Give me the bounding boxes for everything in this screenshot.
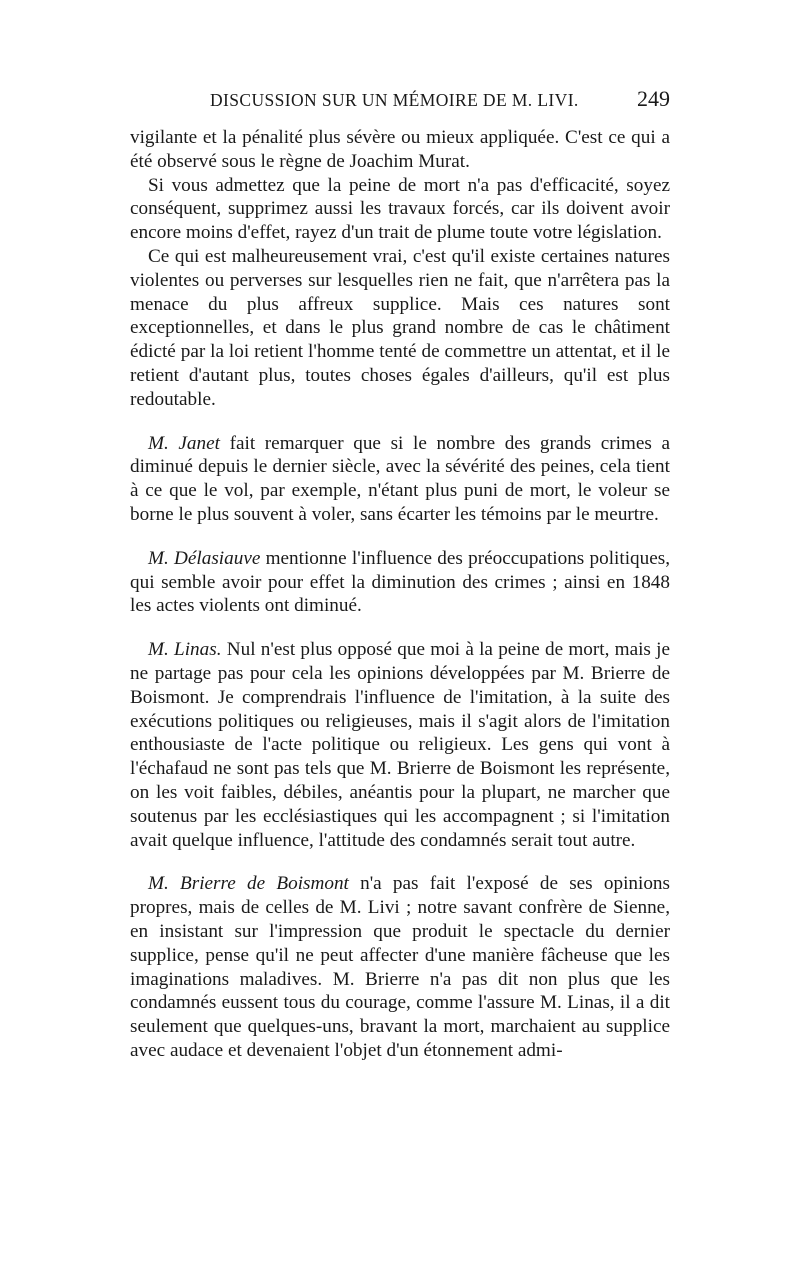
paragraph-text: Si vous admettez que la peine de mort n'a pas d'efficacité, soyez conséquent, supprimez aussi les travaux forcés, car ils doivent avoir encore moins d'effet, rayez d'un trait de plume toute votre législation. [130,174,670,244]
paragraph-natures-violentes [130,245,670,412]
speaker-name: M. Délasiauve [148,547,261,569]
paragraph-peine-de-mort [130,174,670,245]
paragraph-text: vigilante et la pénalité plus sévère ou mieux appliquée. C'est ce qui a été observé sous le règne de Joachim Murat. [130,127,670,172]
paragraph-text: mentionne l'influence des préoccupations politiques, qui semble avoir pour effet la diminution des crimes ; ainsi en 1848 les actes violents ont diminué. [130,547,670,617]
paragraph-linas [130,638,670,852]
paragraph-janet [130,432,670,527]
paragraph-text: Nul n'est plus opposé que moi à la peine de mort, mais je ne partage pas pour cela les opinions développées par M. Brierre de Boismont. Je comprendrais l'influence de l'imitation, à la suite des exécutions politiques ou religieuses, mais il s'agit alors de l'imitation enthousiaste de l'acte politique ou religieux. Les gens qui vont à l'échafaud ne sont pas tels que M. Brierre de Boismont les représente, on les voit faibles, débiles, anéantis pour la plupart, ne marcher que soutenus par les ecclésiastiques qui les accompagnent ; si l'imitation avait quelque influence, l'attitude des condamnés serait tout autre. [130,639,670,851]
paragraph-text: fait remarquer que si le nombre des grands crimes a diminué depuis le dernier siècle, avec la sévérité des peines, cela tient à ce que le vol, par exemple, n'étant plus puni de mort, le voleur se borne le plus souvent à voler, sans écarter les témoins par le meurtre. [130,432,670,525]
page-number: 249 [637,86,670,111]
speaker-name: M. Janet [148,432,220,454]
paragraph-text: n'a pas fait l'exposé de ses opinions propres, mais de celles de M. Livi ; notre savant confrère de Sienne, en insistant sur l'impression que produit le spectacle du dernier supplice, pense qu'il ne peut affecter d'une manière fâcheuse que les imaginations maladives. M. Brierre n'a pas dit non plus que les condamnés eussent tous du courage, comme l'assure M. Linas, il a dit seulement que quelques-uns, bravant la mort, marchaient au supplice avec audace et devenaient l'objet d'un étonnement admi- [130,873,670,1061]
paragraph-continuation [130,126,670,174]
speaker-name: M. Linas. [148,639,222,661]
running-head: DISCUSSION SUR UN MÉMOIRE DE M. LIVI. [210,90,579,110]
paragraph-delasiauve [130,547,670,618]
book-page [130,86,670,1063]
speaker-name: M. Brierre de Boismont [148,873,349,895]
paragraph-brierre-de-boismont [130,872,670,1062]
page-header [130,86,670,126]
paragraph-text: Ce qui est malheureusement vrai, c'est qu'il existe certaines natures violentes ou perverses sur lesquelles rien ne fait, que n'arrêtera pas la menace du plus affreux supplice. Mais ces natures sont exceptionnelles, et dans le plus grand nombre de cas le châtiment édicté par la loi retient l'homme tenté de commettre un attentat, et il le retient d'autant plus, toutes choses égales d'ailleurs, qu'il est plus redoutable. [130,245,670,410]
